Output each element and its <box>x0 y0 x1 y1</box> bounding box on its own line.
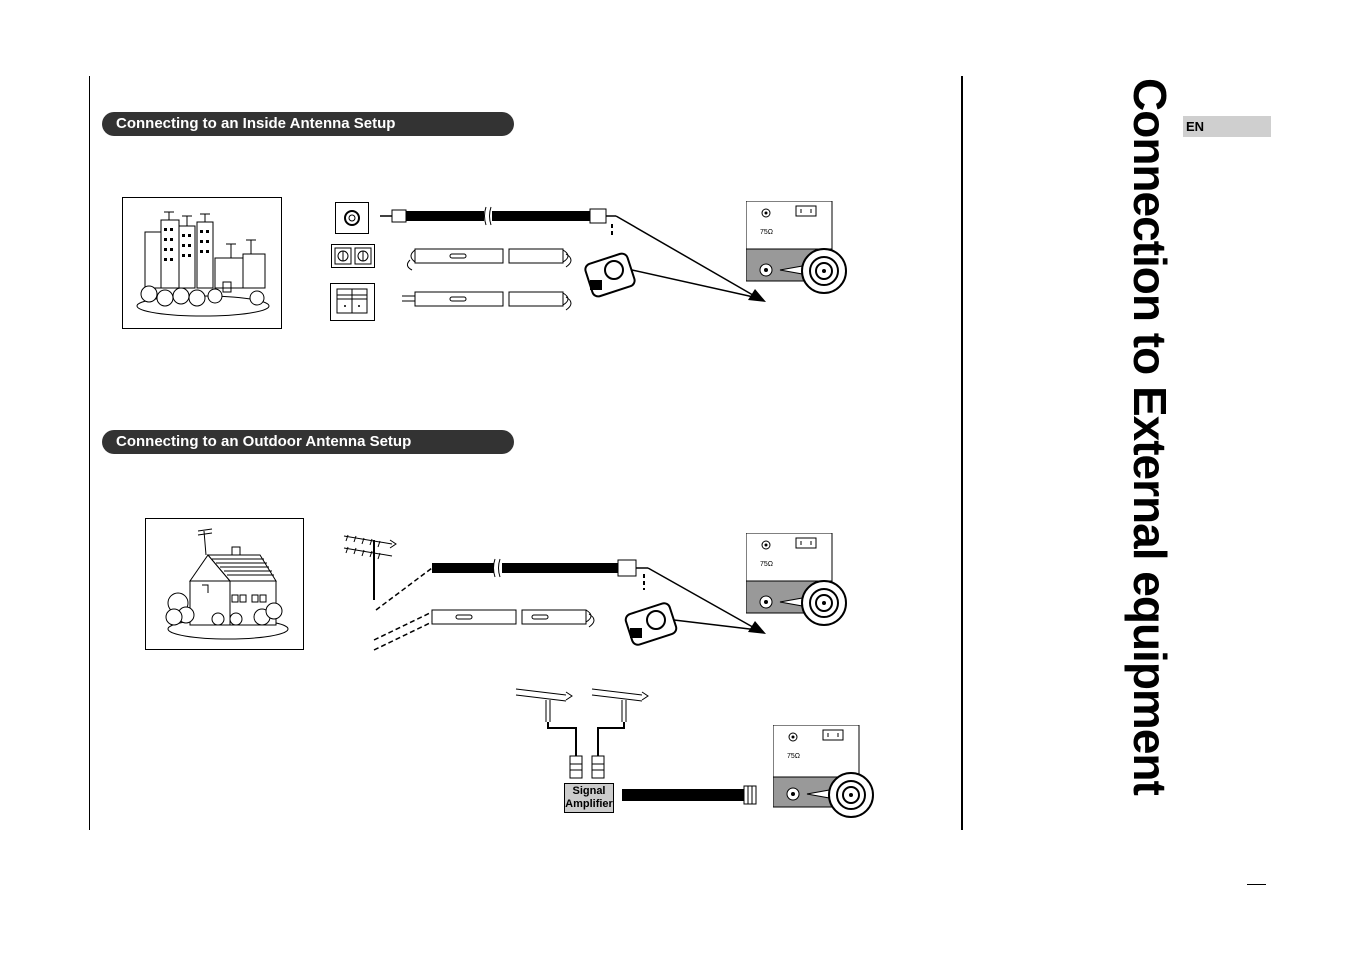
section-heading-inside: Connecting to an Inside Antenna Setup <box>102 112 514 136</box>
amplifier-label-line1: Signal <box>572 785 606 797</box>
signal-amplifier-box <box>564 783 614 813</box>
tv-antenna-panel-outdoor <box>746 533 850 629</box>
language-badge: EN <box>1183 116 1271 137</box>
section-heading-outdoor: Connecting to an Outdoor Antenna Setup <box>102 430 514 454</box>
outdoor-antenna-icon <box>344 535 396 600</box>
right-divider-line <box>961 76 963 830</box>
impedance-label: 75Ω <box>787 753 801 760</box>
tv-antenna-panel-amplifier <box>773 725 877 821</box>
outdoor-feed-lines <box>374 568 432 650</box>
amplifier-output-cable <box>622 786 756 804</box>
coax-cable-outdoor <box>432 559 648 590</box>
page-title: Connection to External equipment <box>1124 78 1176 795</box>
twin-antenna-icons <box>516 689 648 756</box>
impedance-label: 75Ω <box>760 229 774 236</box>
twin-lead-cable-outdoor <box>432 610 594 627</box>
impedance-label: 75Ω <box>760 561 774 568</box>
amplifier-input-connectors <box>570 756 604 778</box>
page-number-mark <box>1247 884 1266 885</box>
balun-adapter-outdoor-icon <box>624 602 678 647</box>
amplifier-label-line2: Amplifier <box>565 798 613 810</box>
